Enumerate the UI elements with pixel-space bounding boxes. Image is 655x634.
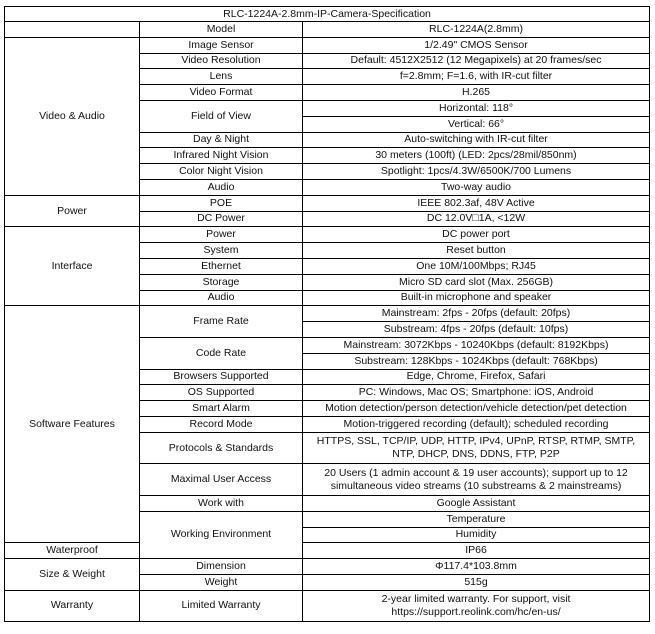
spec-label: Waterproof [5, 543, 140, 559]
spec-row-waterproof [5, 543, 650, 559]
spec-value: IEEE 802.3af, 48V Active [303, 195, 650, 211]
spec-row-limited-warranty [5, 590, 650, 622]
category-cell: Size & Weight [5, 559, 140, 591]
table-title: RLC-1224A-2.8mm-IP-Camera-Specification [5, 7, 650, 22]
category-cell: Software Features [5, 306, 140, 543]
spec-label: Video Resolution [140, 53, 303, 69]
spec-row-frame-rate [5, 306, 650, 322]
spec-value: HTTPS, SSL, TCP/IP, UDP, HTTP, IPv4, UPnP, RTSP, RTMP, SMTP, NTP, DHCP, DNS, DDNS, FTP, P2P [303, 432, 650, 464]
spec-value: Mainstream: 3072Kbps - 10240Kbps (default: 8192Kbps) [303, 337, 650, 353]
spec-value: DC 12.0V□1A, <12W [303, 211, 650, 227]
spec-value: Φ117.4*103.8mm [303, 559, 650, 575]
spec-label: Image Sensor [140, 37, 303, 53]
spec-label: Storage [140, 274, 303, 290]
spec-table [4, 6, 650, 622]
spec-label: Browsers Supported [140, 369, 303, 385]
spec-label: Audio [140, 179, 303, 195]
spec-value: Substream: 4fps - 20fps (default: 10fps) [303, 322, 650, 338]
spec-value: Substream: 128Kbps - 1024Kbps (default: 768Kbps) [303, 353, 650, 369]
spec-label: Day & Night [140, 132, 303, 148]
spec-value: DC power port [303, 227, 650, 243]
spec-label: Work with [140, 495, 303, 511]
spec-value: 1/2.49" CMOS Sensor [303, 37, 650, 53]
spec-value: Mainstream: 2fps - 20fps (default: 20fps) [303, 306, 650, 322]
spec-value: PC: Windows, Mac OS; Smartphone: iOS, Android [303, 385, 650, 401]
spec-label: Field of View [140, 100, 303, 132]
spec-label: Frame Rate [140, 306, 303, 338]
spec-label: Audio [140, 290, 303, 306]
spec-value: Spotlight: 1pcs/4.3W/6500K/700 Lumens [303, 164, 650, 180]
spec-label: Model [140, 22, 303, 38]
spec-label: Humidity [303, 527, 650, 543]
spec-label: Lens [140, 69, 303, 85]
spec-value: 30 meters (100ft) (LED: 2pcs/28mil/850nm) [303, 148, 650, 164]
spec-label: Smart Alarm [140, 401, 303, 417]
spec-label: Video Format [140, 85, 303, 101]
spec-table-body [5, 7, 650, 622]
spec-label: Record Mode [140, 416, 303, 432]
spec-row-model [5, 22, 650, 38]
spec-label: Weight [140, 574, 303, 590]
spec-value: 2-year limited warranty. For support, visit https://support.reolink.com/hc/en-us/ [303, 590, 650, 622]
spec-value: Google Assistant [303, 495, 650, 511]
spec-label: Ethernet [140, 258, 303, 274]
category-cell [5, 22, 140, 38]
spec-row-image-sensor [5, 37, 650, 53]
spec-value: 515g [303, 574, 650, 590]
spec-value: RLC-1224A(2.8mm) [303, 22, 650, 38]
spec-value: Two-way audio [303, 179, 650, 195]
spec-value: One 10M/100Mbps; RJ45 [303, 258, 650, 274]
category-cell: Power [5, 195, 140, 227]
spec-label: Infrared Night Vision [140, 148, 303, 164]
spec-row-poe [5, 195, 650, 211]
category-cell: Video & Audio [5, 37, 140, 195]
spec-label: POE [140, 195, 303, 211]
spec-value: IP66 [303, 543, 650, 559]
category-cell: Interface [5, 227, 140, 306]
spec-label: Power [140, 227, 303, 243]
spec-value: Built-in microphone and speaker [303, 290, 650, 306]
spec-row-power [5, 227, 650, 243]
spec-label: OS Supported [140, 385, 303, 401]
category-cell: Working Environment [140, 511, 303, 558]
spec-label: System [140, 243, 303, 259]
spec-value: Default: 4512X2512 (12 Megapixels) at 20 frames/sec [303, 53, 650, 69]
spec-label: Code Rate [140, 337, 303, 369]
spec-value: f=2.8mm; F=1.6, with IR-cut filter [303, 69, 650, 85]
spec-value: Motion detection/person detection/vehicle detection/pet detection [303, 401, 650, 417]
spec-row-dimension [5, 559, 650, 575]
spec-label: Color Night Vision [140, 164, 303, 180]
spec-value: 20 Users (1 admin account & 19 user accounts); support up to 12 simultaneous video streams (10 substreams & 2 mainstreams) [303, 464, 650, 496]
category-cell: Warranty [5, 590, 140, 622]
spec-value: Horizontal: 118° [303, 100, 650, 116]
spec-value: Edge, Chrome, Firefox, Safari [303, 369, 650, 385]
spec-value: Auto-switching with IR-cut filter [303, 132, 650, 148]
spec-value: Vertical: 66° [303, 116, 650, 132]
spec-label: Protocols & Standards [140, 432, 303, 464]
spec-label: Limited Warranty [140, 590, 303, 622]
spec-value: Micro SD card slot (Max. 256GB) [303, 274, 650, 290]
spec-value: H.265 [303, 85, 650, 101]
spec-label: Maximal User Access [140, 464, 303, 496]
spec-value: Reset button [303, 243, 650, 259]
spec-label: DC Power [140, 211, 303, 227]
spec-label: Temperature [303, 511, 650, 527]
spec-label: Dimension [140, 559, 303, 575]
spec-value: Motion-triggered recording (default); scheduled recording [303, 416, 650, 432]
title-row [5, 7, 650, 22]
